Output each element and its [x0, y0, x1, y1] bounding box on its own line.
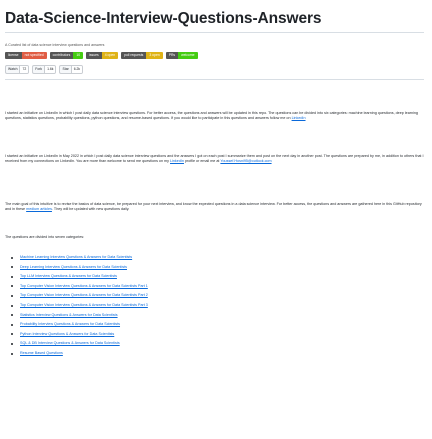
list-item: [9, 274, 309, 284]
badge-3[interactable]: [121, 52, 163, 59]
bullet-icon: [11, 266, 13, 268]
social-button-row: [5, 65, 83, 74]
list-item: [9, 332, 309, 342]
bullet-icon: [11, 257, 13, 259]
social-count: 1.6k: [47, 67, 54, 71]
category-link[interactable]: Top Computer Vision Interview Questions & Answers for Data Scientists Part 2: [20, 293, 148, 298]
badge-2[interactable]: [86, 52, 118, 59]
list-item: [9, 293, 309, 303]
category-link[interactable]: Machine Learning Interview Questions & Answers for Data Scientists: [20, 255, 133, 259]
bullet-icon: [11, 314, 13, 316]
social-label: Watch: [6, 66, 20, 73]
bullet-icon: [11, 276, 13, 278]
category-link[interactable]: Statistics Interview Questions & Answers for Data Scientists: [20, 312, 118, 317]
readme-title: Data-Science-Interview-Questions-Answers: [5, 10, 322, 27]
bullet-icon: [11, 333, 13, 335]
intro-paragraph: [5, 111, 425, 121]
intro-text: I started an initiative on LinkedIn in which I post daily data science interview questions. For better access, the questions and answers will be updated in this repo. The questions can be divided into six categories: machine learning questions, deep learning questions, statistics questions, probability questions, python questions, and resume-based questions. If you would like to participate in this questions and answers follow me on: [5, 111, 418, 121]
bullet-icon: [11, 324, 13, 326]
badge-0[interactable]: [5, 52, 47, 59]
fork-button[interactable]: [32, 65, 56, 74]
list-item: [9, 265, 309, 275]
section-divider: [5, 79, 424, 80]
list-item: [9, 255, 309, 265]
list-item: [9, 313, 309, 323]
list-item: [9, 341, 309, 351]
category-link[interactable]: Resume Based Questions: [20, 350, 63, 355]
category-link[interactable]: Top LLM Interview Questions & Answers for Data Scientists: [20, 274, 117, 279]
badge-label: contributors: [50, 52, 74, 59]
category-link[interactable]: Top Computer Vision Interview Questions & Answers for Data Scientists Part 3: [20, 302, 148, 307]
category-link[interactable]: Top Computer Vision Interview Questions & Answers for Data Scientists Part 1: [20, 283, 148, 288]
category-link[interactable]: SQL & DB Interview Questions & Answers for Data Scientists: [20, 341, 120, 346]
badge-1[interactable]: [50, 52, 84, 59]
category-link[interactable]: Deep Learning Interview Questions & Answers for Data Scientists: [20, 264, 127, 269]
readme-subtitle: A Curated list of data science interview questions and answers: [5, 43, 105, 47]
bullet-icon: [11, 305, 13, 307]
email-link[interactable]: Youssef.Hosni95@outlook.com: [220, 159, 272, 164]
linkedin-link[interactable]: LinkedIn: [291, 116, 306, 121]
badge-label: license: [5, 52, 22, 59]
list-item: [9, 303, 309, 313]
social-label: Star: [60, 66, 71, 73]
list-item: [9, 284, 309, 294]
badge-label: pull requests: [121, 52, 146, 59]
bullet-icon: [11, 343, 13, 345]
category-link[interactable]: Python Interview Questions & Answers for Data Scientists: [20, 331, 115, 336]
badge-row: [5, 52, 198, 59]
star-button[interactable]: [59, 65, 83, 74]
goal-text: The main goal of this intuitive is to revise the basics of data science, be prepared for your next interview, and know the expected questions in a data science interview. For better access, the questions and answers are gathered here in this GitHub repository and in these: [5, 202, 422, 212]
bullet-icon: [11, 285, 13, 287]
list-item: [9, 351, 309, 361]
badge-label: PRs: [166, 52, 178, 59]
categories-intro: The questions are divided into seven categories:: [5, 235, 85, 239]
badge-value: 3 open: [146, 52, 162, 59]
category-link[interactable]: Probability Interview Questions & Answers for Data Scientists: [20, 322, 121, 327]
badge-value: 4 open: [102, 52, 118, 59]
initiative-text-mid: profile or email me at: [183, 159, 221, 164]
title-divider: [5, 32, 424, 33]
badge-label: issues: [86, 52, 102, 59]
goal-paragraph: [5, 202, 425, 212]
social-count: 72: [22, 67, 27, 71]
badge-value: not specified: [22, 52, 47, 59]
watch-button[interactable]: [5, 65, 29, 74]
badge-value: welcome: [178, 52, 197, 59]
bullet-icon: [11, 353, 13, 355]
initiative-text: I started an initiative on LinkedIn in May 2022 in which I post daily data science interview questions and the answers I got on each post I summarize them and post on the next day in another post. The questions are prepared by me, in addition to others that I received from my connections on LinkedIn. You are more than welcome to send me questions on my: [5, 154, 424, 164]
goal-text-end: . They will be updated with new questions daily.: [51, 207, 130, 212]
social-count: 6.2k: [73, 67, 81, 71]
bullet-icon: [11, 295, 13, 297]
medium-articles-link[interactable]: medium articles: [26, 207, 52, 212]
social-label: Fork: [33, 66, 45, 73]
badge-4[interactable]: [166, 52, 198, 59]
initiative-paragraph: [5, 154, 425, 164]
categories-list: [9, 255, 309, 361]
badge-value: 10: [73, 52, 83, 59]
list-item: [9, 322, 309, 332]
linkedin-profile-link[interactable]: LinkedIn: [170, 159, 184, 164]
